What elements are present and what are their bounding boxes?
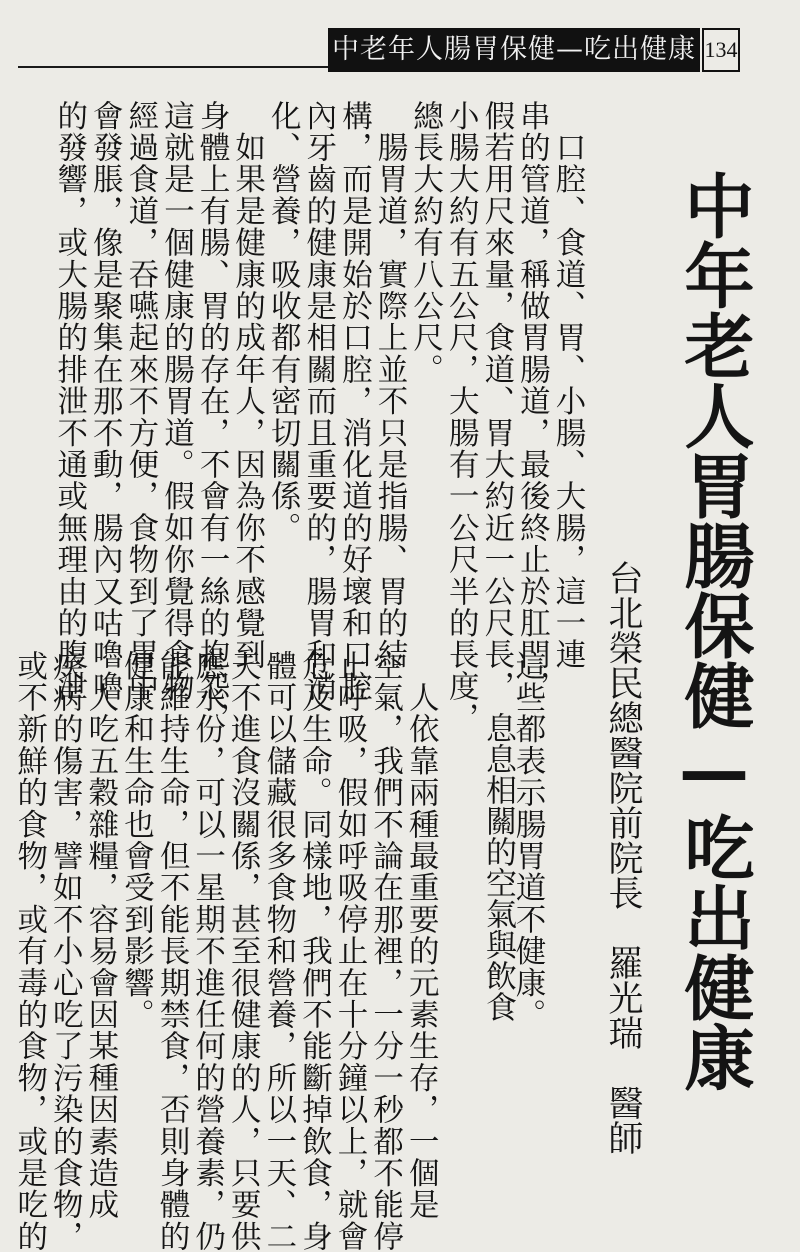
running-title: 中老年人腸胃保健—吃出健康 <box>328 28 700 72</box>
section-subheading: 息息相關的空氣與飲食 <box>480 712 516 1022</box>
article-title: 中年老人胃腸保健—吃出健康 <box>673 170 755 1092</box>
article-byline: 台北榮民總醫院前院長 羅光瑞 醫師 <box>603 560 643 1155</box>
page-number: 134 <box>702 28 740 72</box>
body-section-2: 這些都表示腸胃道不健康。 人依靠兩種最重要的元素生存，一個是 空氣，我們不論在那裡，一分一秒都不能停 止呼吸，假如呼吸停止在十分鐘以上，就會 危及生命。同樣地，我們不能斷掉飲食，身 體可以儲藏很多食物和營養，所以一天、二 天不進食沒關係，甚至很健康的人，只要供 應水份，可以一星期不進任何的營養素，仍 能維持生命，但不能長期禁食，否則身體的 健康和生命也會受到影響。 人吃五穀雜糧，容易會因某種因素造成 疾病的傷害，譬如不小心吃了污染的食物， 或不新鮮的食物，或有毒的食物，或是吃的 <box>11 650 545 1252</box>
body-section-1: 口腔、食道、胃、小腸、大腸，這一連 串的管道，稱做胃腸道，最後終止於肛門， 假若用尺來量，食道、胃大約近一公尺長， 小腸大約有五公尺，大腸有一公尺半的長度， 總長大約有八公尺。 腸胃道，實際上並不只是指腸、胃的結 構，而是開始於口腔，消化道的好壞和口腔 內牙齒的健康是相關而且重要的，腸胃和消 化、營養，吸收都有密切關係。 如果是健康的成年人，因為你不感覺到 身體上有腸、胃的存在，不會有一絲的抱怨， 這就是一個健康的腸胃道。假如你覺得食物 經過食道，吞嚥起來不方便，食物到了胃中 會發脹，像是聚集在那不動，腸內又咕嚕嚕 的發響，或大腸的排泄不通或無理由的腹泄 <box>51 100 585 734</box>
header-rule <box>18 66 336 68</box>
